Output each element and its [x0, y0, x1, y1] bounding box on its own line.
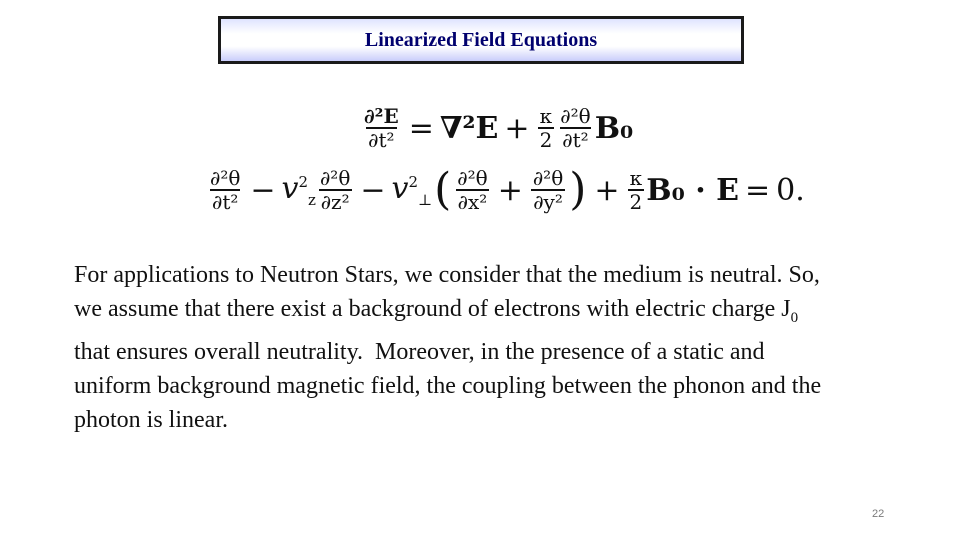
eq2-b0-dot-e: B₀ · E: [646, 172, 739, 208]
eq2-open-paren: (: [434, 164, 452, 215]
eq2-two: 2: [629, 190, 643, 214]
eq1-plus: +: [504, 110, 530, 146]
eq2-vz: [282, 171, 316, 209]
eq1-kappa-fraction: [538, 105, 555, 151]
eq1-kappa: κ: [539, 104, 553, 128]
eq1-theta-fraction: [558, 105, 592, 151]
eq2-plus-2: +: [594, 172, 620, 208]
eq2-minus-2: −: [360, 172, 386, 208]
eq1-two: 2: [539, 128, 553, 152]
eq2-y-denominator: ∂y²: [533, 190, 563, 214]
eq2-vperp-sub: ⊥: [418, 191, 433, 209]
eq2-vz-letter: v: [281, 171, 299, 206]
charge-subscript: 0: [790, 309, 799, 326]
eq2-zero: 0.: [776, 172, 805, 208]
eq2-vperp-sup: 2: [408, 173, 418, 191]
eq2-close-paren: ): [569, 164, 587, 215]
eq2-minus-1: −: [250, 172, 276, 208]
eq1-theta-denominator: ∂t²: [562, 128, 589, 152]
eq1-b0: B₀: [594, 110, 634, 146]
eq2-kappa: κ: [629, 166, 643, 190]
body-line-3: that ensures overall neutrality. Moreover, in the presence of a static and: [74, 338, 765, 365]
body-line-4: uniform background magnetic field, the coupling between the phonon and the: [74, 372, 822, 399]
eq1-lhs-denominator: ∂t²: [368, 128, 395, 152]
body-paragraph: [74, 258, 934, 437]
eq2-vperp-letter: v: [391, 171, 409, 206]
slide-number: 22: [872, 508, 885, 520]
eq1-laplacian-term: ∇²E: [439, 110, 499, 146]
eq2-z-denominator: ∂z²: [320, 190, 350, 214]
slide-title: Linearized Field Equations: [364, 28, 598, 51]
eq2-kappa-fraction: [628, 167, 645, 213]
body-line-5: photon is linear.: [74, 406, 228, 433]
eq1-theta-numerator: ∂²θ: [560, 104, 591, 128]
eq2-vz-sub: z: [308, 191, 316, 209]
eq2-t-denominator: ∂t²: [212, 190, 239, 214]
body-line-2: [74, 292, 934, 335]
eq2-z-numerator: ∂²θ: [319, 166, 351, 190]
eq2-y-numerator: ∂²θ: [532, 166, 564, 190]
body-line-2-text: we assume that there exist a background of electrons with electric charge J: [74, 296, 791, 322]
eq2-t-fraction: [208, 167, 242, 213]
eq1-lhs-numerator: ∂²E: [364, 104, 399, 128]
equation-2: [206, 160, 805, 220]
equation-1: [360, 100, 633, 156]
eq2-y-fraction: [531, 167, 565, 213]
eq1-equals: =: [408, 110, 434, 146]
eq2-plus-1: +: [497, 172, 523, 208]
eq2-x-numerator: ∂²θ: [457, 166, 488, 190]
body-line-1: For applications to Neutron Stars, we consider that the medium is neutral. So,: [74, 262, 820, 288]
eq2-vz-sup: 2: [298, 173, 309, 191]
eq2-z-fraction: [318, 167, 352, 213]
eq2-x-denominator: ∂x²: [457, 190, 488, 214]
eq2-t-numerator: ∂²θ: [210, 166, 241, 190]
slide-title-box: [218, 16, 744, 64]
eq1-lhs-fraction: [362, 105, 401, 151]
eq2-vperp: [392, 171, 433, 209]
eq2-x-fraction: [455, 167, 489, 213]
eq2-equals: =: [744, 172, 771, 208]
